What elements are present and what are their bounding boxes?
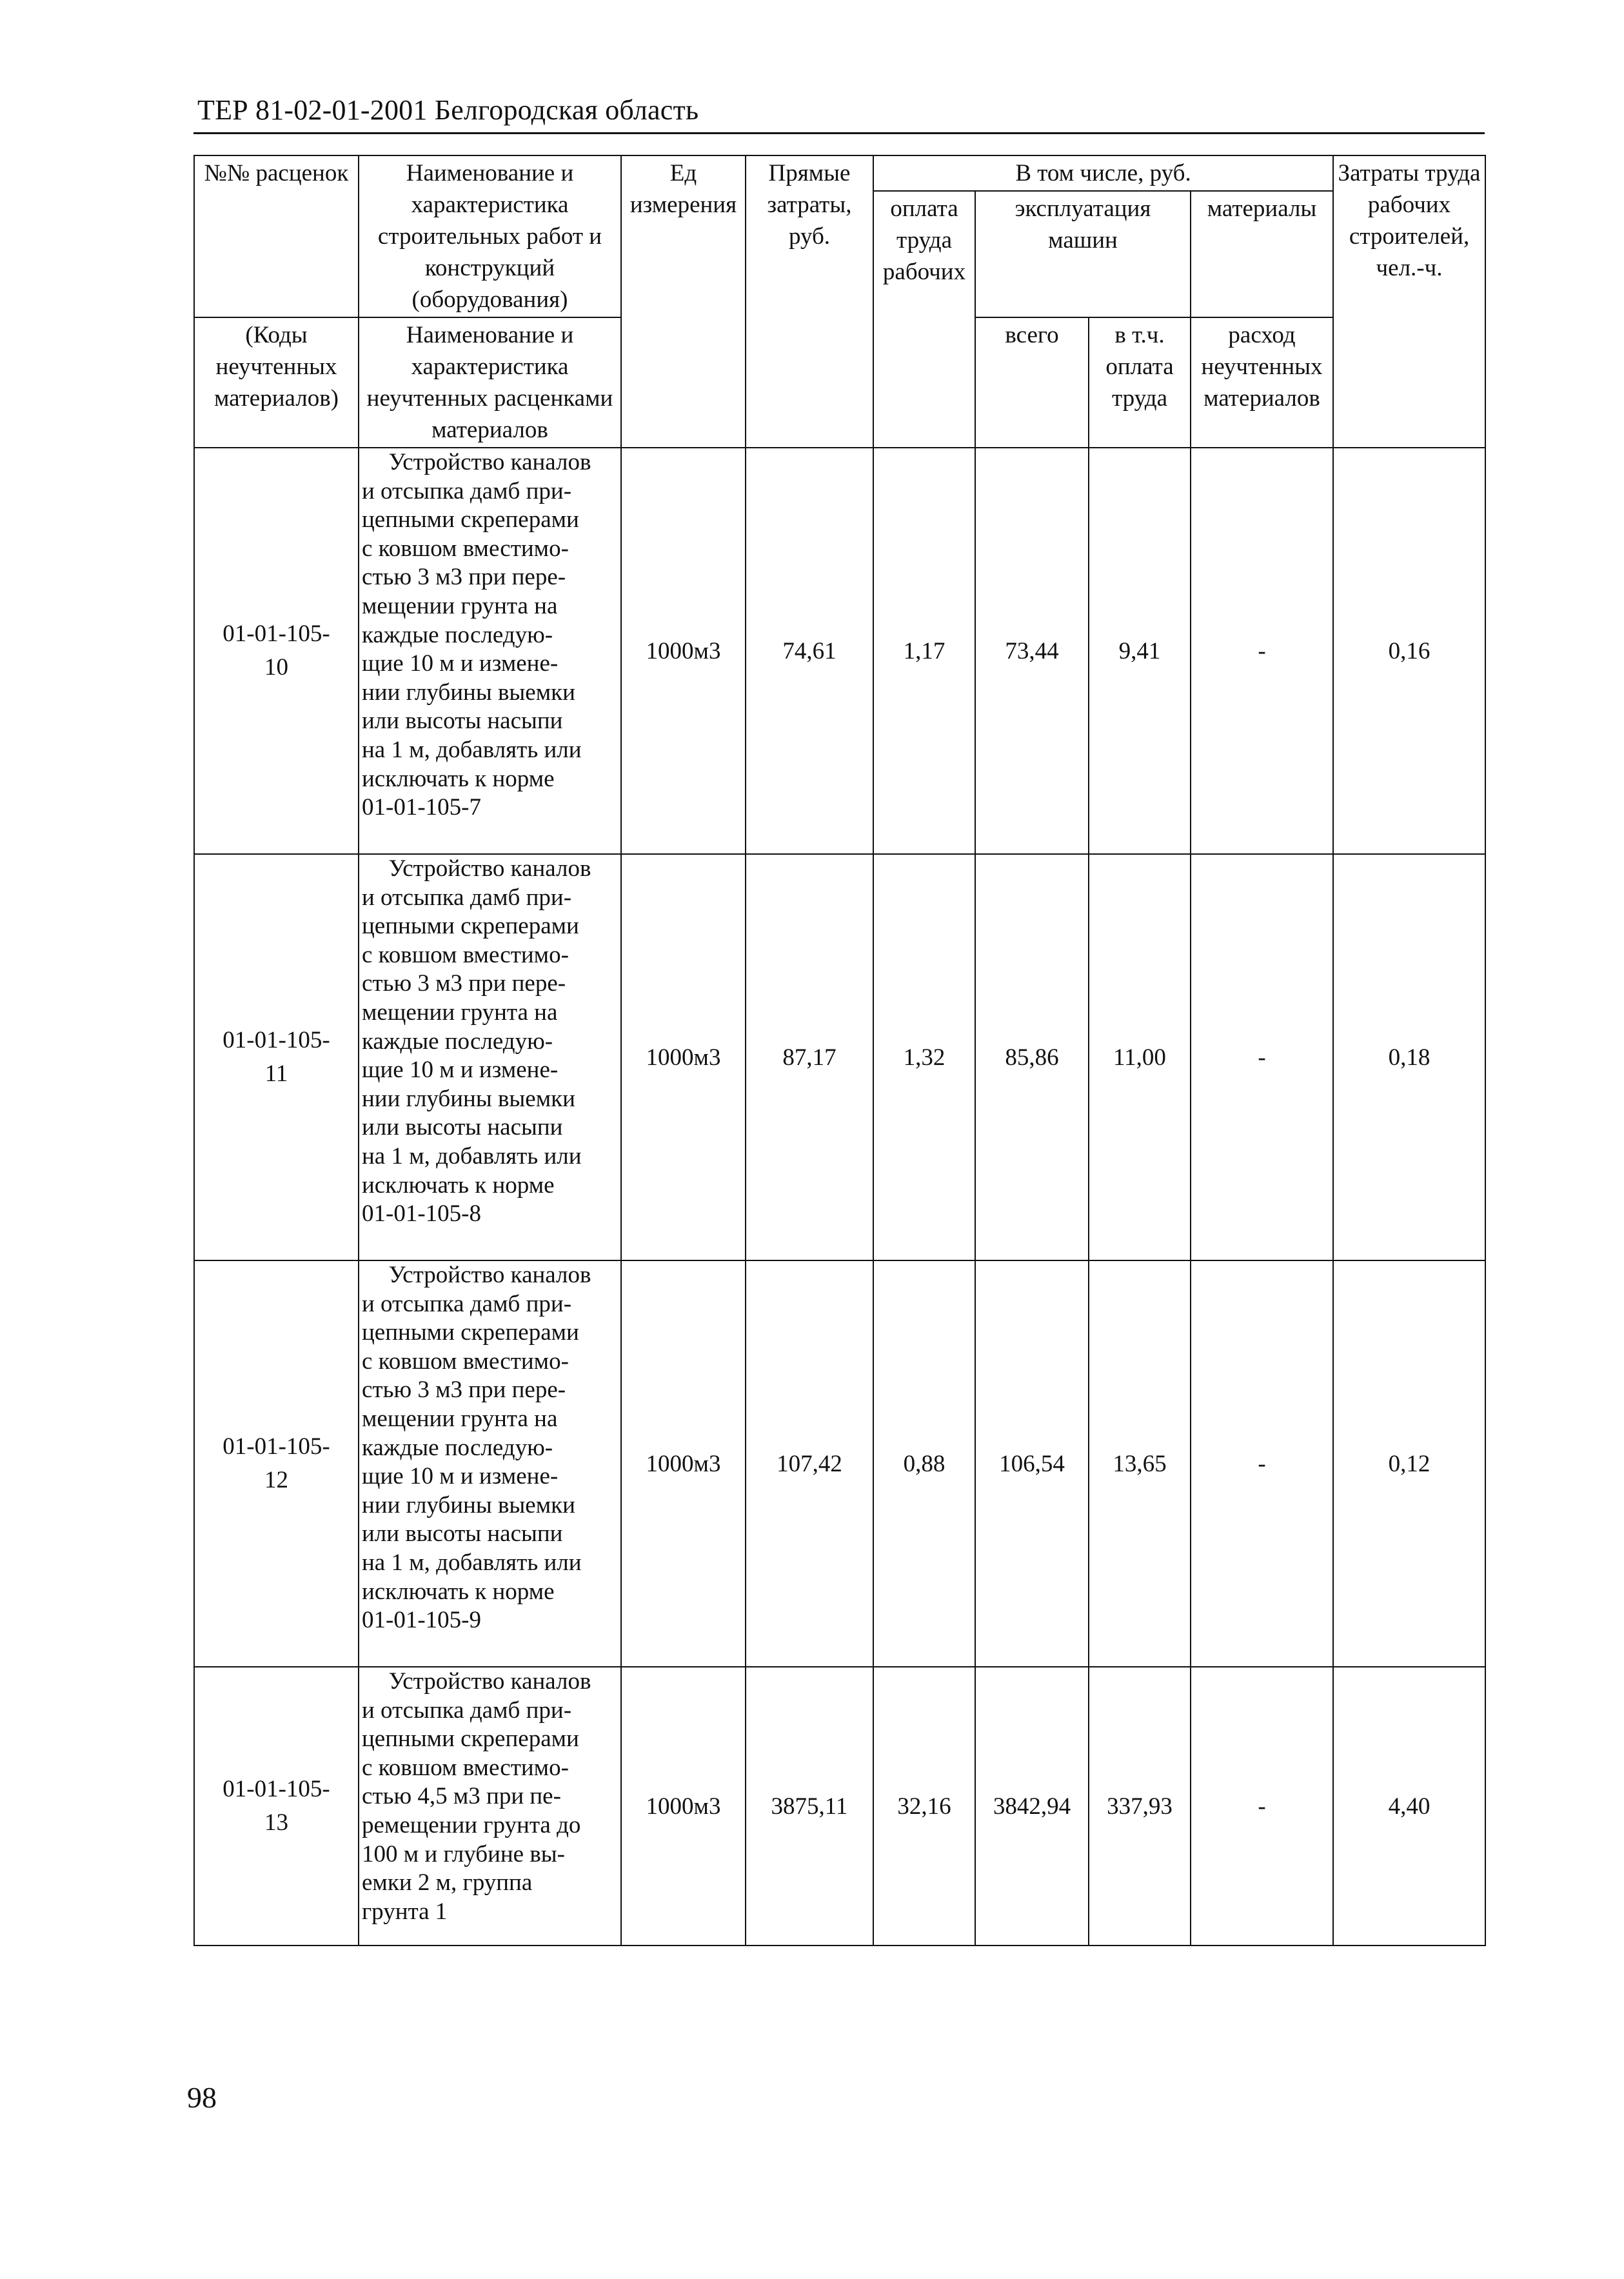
table-row: [194, 1260, 1485, 1667]
description-line: 01-01-105-7: [362, 794, 481, 821]
table-row: [194, 854, 1485, 1260]
description-line: Устройство каналов: [388, 1262, 591, 1288]
description-line: с ковшом вместимо-: [362, 535, 569, 562]
header-incl: В том числе, руб.: [873, 155, 1333, 191]
row-code: 01-01-105- 11: [194, 854, 359, 1260]
row-machines-labor: 11,00: [1089, 854, 1191, 1260]
description-line: и отсыпка дамб при-: [362, 1290, 572, 1317]
description-line: ремещении грунта до: [362, 1811, 581, 1838]
description-line: щие 10 м и измене-: [362, 650, 559, 677]
description-line: исключать к норме: [362, 765, 555, 792]
header-code: №№ расценок: [194, 155, 359, 317]
description-line: и отсыпка дамб при-: [362, 477, 572, 504]
description-line: мещении грунта на: [362, 1405, 558, 1432]
description-line: цепными скреперами: [362, 506, 579, 533]
description-line: цепными скреперами: [362, 1319, 579, 1346]
row-unit: 1000м3: [621, 1260, 746, 1667]
header-machines: эксплуатация машин: [975, 191, 1191, 288]
description-line: 01-01-105-8: [362, 1200, 481, 1228]
description-line: каждые последую-: [362, 1434, 553, 1461]
page-header: ТЕР 81-02-01-2001 Белгородская область: [197, 94, 699, 126]
row-unit: 1000м3: [621, 854, 746, 1260]
row-unit: 1000м3: [621, 448, 746, 854]
header-mat-usage: расход неучтенных материалов: [1191, 317, 1333, 448]
row-description: [359, 854, 621, 1260]
description-line: цепными скреперами: [362, 913, 579, 940]
row-materials: -: [1191, 448, 1333, 854]
row-direct-cost: 107,42: [746, 1260, 873, 1667]
row-code: 01-01-105- 13: [194, 1667, 359, 1946]
row-direct-cost: 74,61: [746, 448, 873, 854]
header-rule: [193, 132, 1485, 134]
row-labor-cost: 4,40: [1333, 1667, 1485, 1946]
row-labor-pay: 0,88: [873, 1260, 975, 1667]
header-name: Наименование и характеристика строительных работ и конструкций (оборудования): [359, 155, 621, 317]
description-line: Устройство каналов: [388, 855, 591, 882]
description-line: стью 4,5 м3 при пе-: [362, 1783, 561, 1810]
description-line: или высоты насыпи: [362, 1114, 563, 1141]
row-labor-pay: 1,17: [873, 448, 975, 854]
description-line: и отсыпка дамб при-: [362, 884, 572, 911]
row-machines-total: 106,54: [975, 1260, 1089, 1667]
description-line: щие 10 м и измене-: [362, 1463, 559, 1490]
description-line: Устройство каналов: [388, 1668, 591, 1695]
description-line: нии глубины выемки: [362, 679, 575, 706]
header-mat-codes: (Коды неучтенных материалов): [194, 317, 359, 448]
row-description: [359, 1667, 621, 1946]
description-line: на 1 м, добавлять или: [362, 1142, 582, 1169]
row-labor-pay: 32,16: [873, 1667, 975, 1946]
row-code: 01-01-105- 10: [194, 448, 359, 854]
row-description: [359, 1260, 621, 1667]
description-line: каждые последую-: [362, 621, 553, 648]
row-code: 01-01-105- 12: [194, 1260, 359, 1667]
row-machines-total: 3842,94: [975, 1667, 1089, 1946]
table-row: [194, 1667, 1485, 1946]
row-unit: 1000м3: [621, 1667, 746, 1946]
description-line: с ковшом вместимо-: [362, 1754, 569, 1781]
header-mach-labor: в т.ч. оплата труда: [1089, 317, 1191, 448]
description-line: и отсыпка дамб при-: [362, 1697, 572, 1724]
header-labor-pay: оплата труда рабочих: [873, 191, 975, 448]
description-line: с ковшом вместимо-: [362, 941, 569, 968]
row-machines-total: 85,86: [975, 854, 1089, 1260]
description-line: цепными скреперами: [362, 1726, 579, 1753]
description-line: стью 3 м3 при пере-: [362, 970, 566, 997]
row-machines-labor: 9,41: [1089, 448, 1191, 854]
row-labor-cost: 0,16: [1333, 448, 1485, 854]
description-line: нии глубины выемки: [362, 1491, 575, 1518]
description-line: грунта 1: [362, 1898, 448, 1925]
description-line: щие 10 м и измене-: [362, 1057, 559, 1084]
header-labor-cost: Затраты труда рабочих строителей, чел.-ч.: [1333, 155, 1485, 448]
row-labor-cost: 0,18: [1333, 854, 1485, 1260]
row-labor-pay: 1,32: [873, 854, 975, 1260]
row-machines-total: 73,44: [975, 448, 1089, 854]
table-header: [194, 155, 1485, 448]
description-line: каждые последую-: [362, 1028, 553, 1055]
description-line: на 1 м, добавлять или: [362, 1549, 582, 1576]
header-direct: Прямые затраты, руб.: [746, 155, 873, 448]
description-line: на 1 м, добавлять или: [362, 736, 582, 763]
header-mach-total: всего: [975, 317, 1089, 448]
description-line: Устройство каналов: [388, 449, 591, 475]
row-machines-labor: 13,65: [1089, 1260, 1191, 1667]
row-materials: -: [1191, 854, 1333, 1260]
header-materials: материалы: [1191, 191, 1333, 288]
header-mat-names: Наименование и характеристика неучтенных расценками материалов: [359, 317, 621, 448]
description-line: мещении грунта на: [362, 999, 558, 1026]
description-line: исключать к норме: [362, 1171, 555, 1199]
description-line: стью 3 м3 при пере-: [362, 564, 566, 591]
row-direct-cost: 3875,11: [746, 1667, 873, 1946]
description-line: мещении грунта на: [362, 592, 558, 619]
header-unit: Ед измерения: [621, 155, 746, 448]
row-direct-cost: 87,17: [746, 854, 873, 1260]
row-materials: -: [1191, 1260, 1333, 1667]
row-machines-labor: 337,93: [1089, 1667, 1191, 1946]
description-line: стью 3 м3 при пере-: [362, 1377, 566, 1404]
page-number: 98: [187, 2081, 217, 2114]
description-line: или высоты насыпи: [362, 708, 563, 735]
table-body: [194, 448, 1485, 1946]
description-line: 100 м и глубине вы-: [362, 1840, 565, 1867]
description-line: или высоты насыпи: [362, 1520, 563, 1548]
description-line: 01-01-105-9: [362, 1607, 481, 1634]
description-line: емки 2 м, группа: [362, 1869, 533, 1896]
table-row: [194, 448, 1485, 854]
description-line: исключать к норме: [362, 1578, 555, 1605]
description-line: нии глубины выемки: [362, 1085, 575, 1112]
description-line: с ковшом вместимо-: [362, 1348, 569, 1375]
rates-table: [193, 155, 1486, 1946]
row-labor-cost: 0,12: [1333, 1260, 1485, 1667]
row-materials: -: [1191, 1667, 1333, 1946]
row-description: [359, 448, 621, 854]
